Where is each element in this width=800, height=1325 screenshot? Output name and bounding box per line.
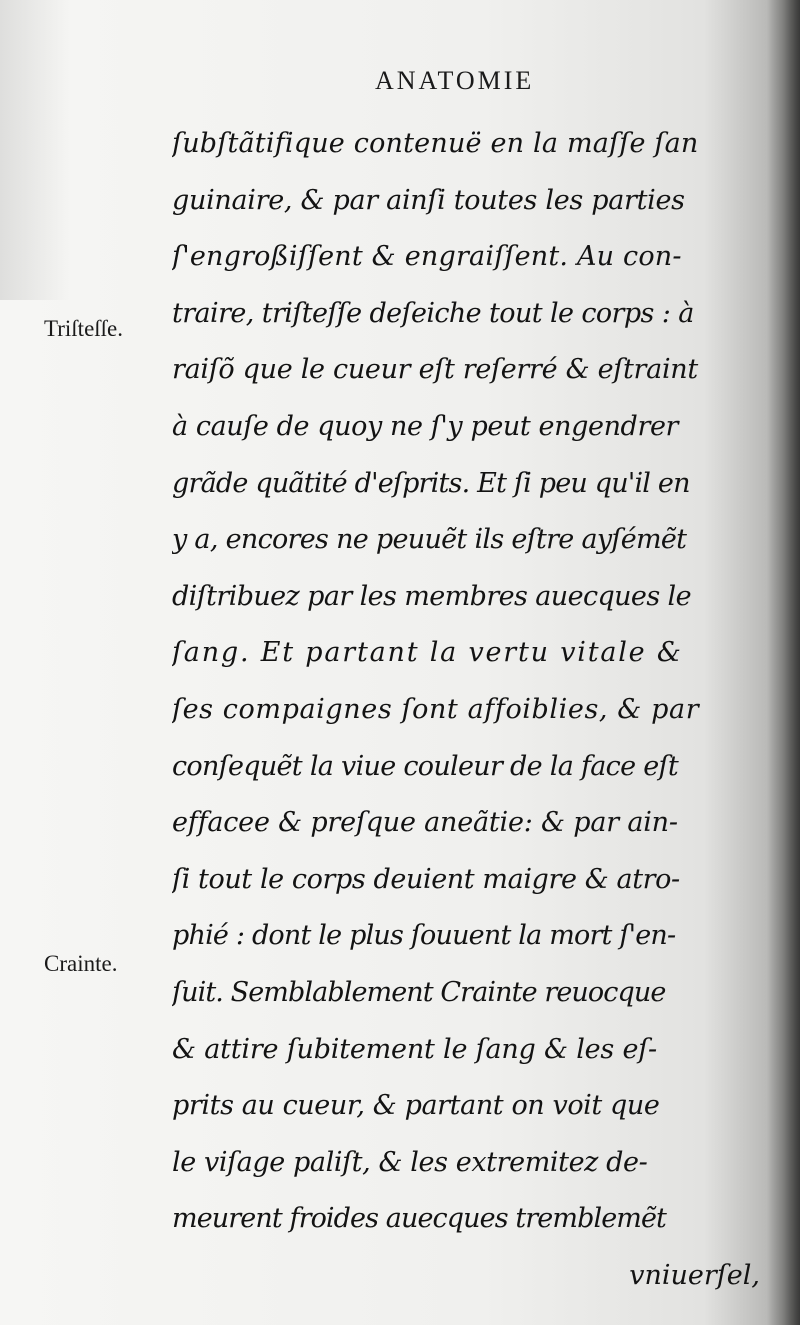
text-line-18: prits au cueur, & partant on voit que xyxy=(172,1090,660,1122)
text-line-14: ſi tout le corps deuient maigre & atro- xyxy=(172,863,680,895)
text-line-3: ſ'engroßiſſent & engraiſſent. Au con- xyxy=(172,241,682,273)
text-line-6: à cauſe de quoy ne ſ'y peut engendrer xyxy=(172,410,679,442)
text-line-13: effacee & preſque aneãtie: & par ain- xyxy=(172,807,678,839)
text-line-10: ſang. Et partant la vertu vitale & xyxy=(172,637,683,669)
text-line-16: ſuit. Semblablement Crainte reuocque xyxy=(172,976,666,1008)
text-line-15: phié : dont le plus ſouuent la mort ſ'en- xyxy=(172,920,676,952)
text-line-20: meurent froides auecques tremblemẽt xyxy=(172,1203,667,1235)
text-line-17: & attire ſubitement le ſang & les eſ- xyxy=(172,1033,657,1065)
running-head: ANATOMIE xyxy=(375,66,535,95)
text-line-1: ſubſtãtifique contenuë en la maſſe ſan xyxy=(172,128,699,159)
margin-note-crainte: Crainte. xyxy=(44,951,118,976)
show-through-shadow xyxy=(0,0,70,300)
text-line-5: raiſõ que le cueur eſt reſerré & eſtraint xyxy=(172,354,698,386)
text-line-9: diſtribuez par les membres auecques le xyxy=(172,580,691,612)
text-line-4: traire, triſteſſe deſeiche tout le corps : à xyxy=(172,297,694,329)
body-text xyxy=(172,116,772,1304)
text-line-21: vniuerſel, xyxy=(629,1259,760,1291)
margin-note-tristesse: Triſteſſe. xyxy=(44,316,124,341)
text-line-2: guinaire, & par ainſi toutes les parties xyxy=(172,184,685,216)
text-line-19: le viſage paliſt, & les extremitez de- xyxy=(172,1146,648,1178)
text-line-7: grãde quãtité d'eſprits. Et ſi peu qu'il en xyxy=(172,467,690,499)
text-line-8: y a, encores ne peuuẽt ils eſtre ayſémẽt xyxy=(172,524,687,556)
text-line-12: conſequẽt la viue couleur de la face eſt xyxy=(172,750,678,782)
text-line-11: ſes compaignes ſont affoiblies, & par xyxy=(172,693,700,725)
